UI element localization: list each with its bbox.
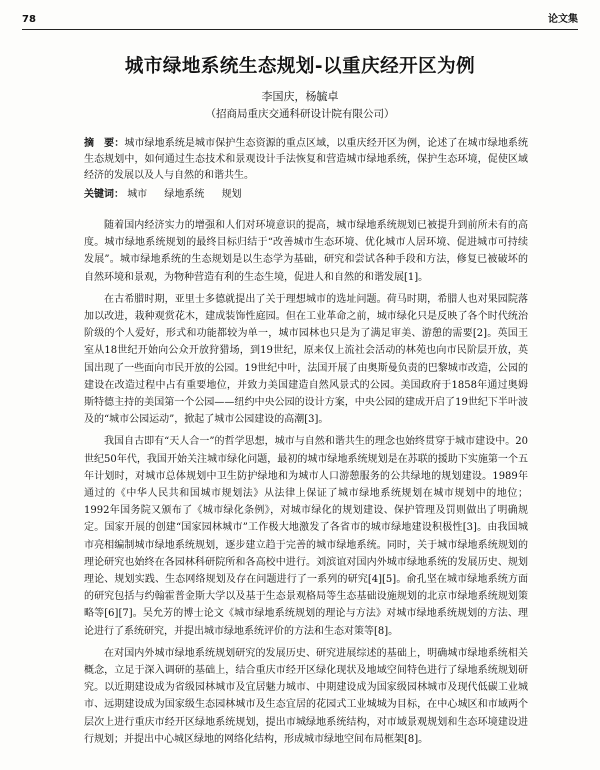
keyword: 绿地系统: [164, 189, 205, 200]
paragraph: 我国自古即有“天人合一”的哲学思想，城市与自然和谐共生的理念也始终贯穿于城市建设中。20世纪50年代，我国开始关注城市绿化问题，最初的城市绿地系统规划是在苏联的援助下实施第一个五年计划时，对城市总体规划中卫生防护绿地和为城市人口游憩服务的公共绿地的规划建设。1989年通过的《中华人民共和国城市规划法》从法律上保证了城市绿地系统规划在城市规划中的地位；1992年国务院又颁布了《城市绿化条例》，对城市绿化的规划建设、保护管理及罚则做出了明确规定。国家开展的创建“国家园林城市”工作极大地激发了各省市的城市绿地建设积极性[3]。由我国城市亮相编制城市绿地系统规划，逐步建立趋于完善的城市绿地系统。同时，关于城市绿地系统规划的理论研究也始终在各园林科研院所和各高校中进行。刘滨谊对国内外城市绿地系统的发展历史、规划理论、规划实践、生态网络规划及存在问题进行了一系列的研究[4][5]。俞孔坚在城市绿地系统方面的研究包括与约翰霍普金斯大学以及基于生态景观格局等生态基础设施规划的北京市绿地系统规划策略等[6][7]。吴允芳的博士论文《城市绿地系统规划的理论与方法》对城市绿地系统规划的方法、理论进行了系统研究，并提出城市绿地系统评价的方法和生态对策等[8]。: [84, 436, 528, 637]
paper-title: 城市绿地系统生态规划-以重庆经开区为例: [124, 56, 476, 77]
abstract-label: 摘 要：: [84, 138, 125, 149]
abstract: [84, 136, 528, 184]
paragraph: 随着国内经济实力的增强和人们对环境意识的提高，城市绿地系统规划已被提升到前所未有的高度。城市绿地系统规划的最终目标归结于“改善城市生态环境、优化城市人居环境、促进城市可持续发展”。城市绿地系统的生态规划是以生态学为基础，研究和尝试各种手段和方法，修复已被破坏的自然环境和景观，为物种营造有利的生态生境，促进人和自然的和谐发展[1]。: [84, 220, 528, 283]
journal-name: 论文集: [548, 14, 578, 25]
keyword: 规划: [221, 189, 242, 200]
paragraph: 在对国内外城市绿地系统规划研究的发展历史、研究进展综述的基础上，明确城市绿地系统相关概念，立足于深入调研的基础上，结合重庆市经开区绿化现状及地域空间特色进行了绿地系统规划研究。以近期建设成为省级园林城市及宜居魅力城市、中期建设成为国家级园林城市及现代低碳工业城市、远期建设成为国家级生态园林城市及生态宜居的花园式工业城城为目标，在中心城区和市域两个层次上进行重庆市经开区绿地系统规划，提出市城绿地系统结构，对市域景观规划和生态环境建设进行规划；并提出中心城区绿地的网络化结构，形成城市绿地空间布局框架[8]。: [84, 647, 528, 745]
page-number: 78: [22, 14, 36, 25]
body-text: [84, 217, 528, 753]
keywords-label: 关键词：: [84, 189, 124, 200]
authors: 李国庆，杨毓卓: [261, 90, 339, 103]
keyword: 城市: [127, 189, 148, 200]
page-header: [22, 10, 578, 30]
keywords: [84, 187, 528, 203]
paragraph: 在古希腊时期，亚里士多德就提出了关于理想城市的选址问题。荷马时期，希腊人也对果园院落加以改进，栽种观赏花木，建成装饰性庭园。但在工业革命之前，城市绿化只是反映了各个时代统治阶级的个人爱好，形式和功能都较为单一，城市园林也只是为了满足审美、游憩的需要[2]。英国王室从18世纪开始向公众开放狩猎场，到19世纪，原来仅上流社会活动的林苑也向市民阶层开放，英国出现了一些面向市民开放的公园。19世纪中叶，法国开展了由奥斯曼负责的巴黎城市改造，公园的建设在改造过程中占有重要地位，并致力美国建造自然风景式的公园。美国政府于1858年通过奥姆斯特德主持的美国第一个公园——纽约中央公园的设计方案，中央公园的建成开启了19世纪下半叶波及的“城市公园运动”，掀起了城市公园建设的高潮[3]。: [84, 293, 528, 426]
affiliation: （招商局重庆交通科研设计院有限公司）: [205, 108, 395, 120]
abstract-text: 城市绿地系统是城市保护生态资源的重点区域，以重庆经开区为例，论述了在城市绿地系统生态规划中，如何通过生态技术和景观设计手法恢复和营造城市绿地系统，保护生态环境，促使区域经济的发展以及人与自然的和谐共生。: [84, 138, 529, 181]
